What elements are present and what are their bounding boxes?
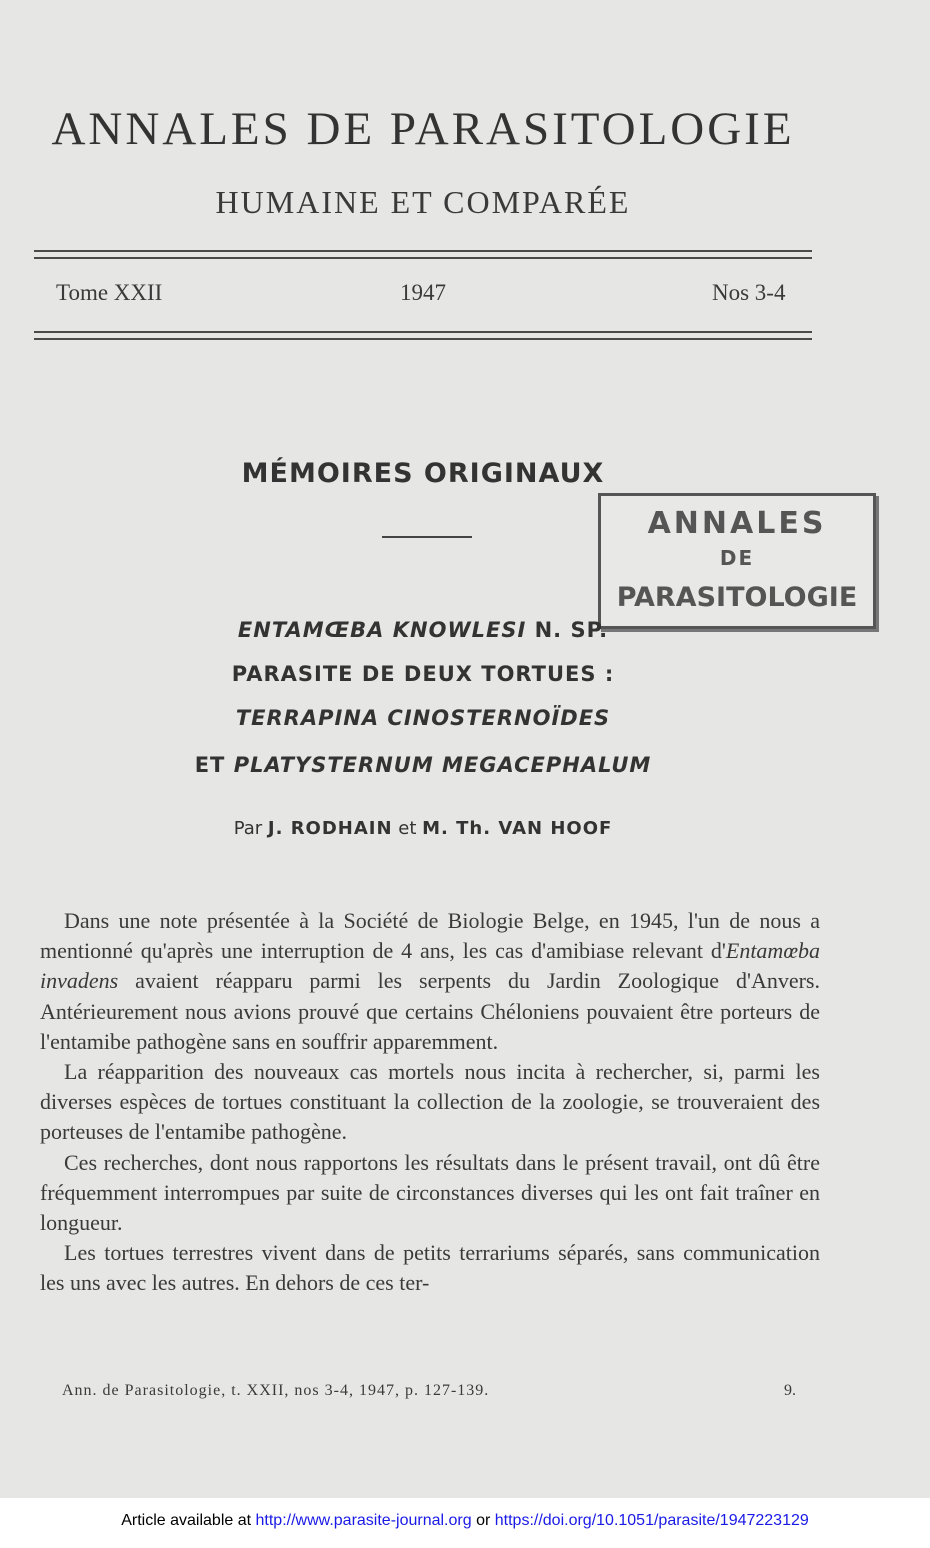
- section-divider: [382, 536, 472, 538]
- author-1: J. RODHAIN: [267, 818, 393, 839]
- stamp-line-2: DE: [719, 546, 755, 570]
- paragraph-4: Les tortues terrestres vivent dans de petits terrariums séparés, sans communication les uns avec les autres. En dehors de ces ter-: [40, 1240, 820, 1296]
- doi-link[interactable]: https://doi.org/10.1051/parasite/1947223129: [494, 1512, 809, 1529]
- paragraph-2: La réapparition des nouveaux cas mortels nous incita à rechercher, si, parmi les diverses espèces de tortues constituant la collection de la zoologie, se trouveraient des porteuses de l'entamibe pathogène.: [40, 1059, 820, 1145]
- author-2: M. Th. VAN HOOF: [422, 818, 613, 839]
- stamp-line-3: PARASITOLOGIE: [616, 582, 858, 613]
- page-number: 9.: [784, 1382, 796, 1399]
- availability-prefix: Article available at: [121, 1512, 256, 1529]
- article-title-line-3: TERRAPINA CINOSTERNOÏDES: [235, 706, 611, 730]
- issue-numbers-label: Nos 3-4: [712, 280, 786, 305]
- header-rule-top: [34, 250, 812, 259]
- article-title-line-4: [0, 753, 846, 777]
- paragraph-3: Ces recherches, dont nous rapportons les résultats dans le présent travail, ont dû être fréquemment interrompues par suite de circonstances diverses qui les ont fait traîner en longueur.: [40, 1149, 820, 1236]
- library-stamp: [598, 493, 876, 629]
- article-title-line-1: [0, 618, 846, 642]
- host-species-name: PLATYSTERNUM MEGACEPHALUM: [233, 753, 652, 777]
- paragraph-1-species: Entamœba invadens: [40, 938, 820, 994]
- footer-citation: Ann. de Parasitologie, t. XXII, nos 3-4, 1947, p. 127-139.: [62, 1382, 490, 1399]
- title-conjunction: ET: [194, 753, 234, 777]
- paragraph-1-part-b: avaient réapparu parmi les serpents du Jardin Zoologique d'Anvers. Antérieurement nous avions prouvé que certains Chéloniens pouvaient être porteurs de l'entamibe pathogène sans en souffrir apparemment.: [40, 968, 820, 1054]
- year-label: 1947: [400, 280, 446, 305]
- availability-notice: [0, 1512, 930, 1530]
- byline-join: et: [392, 818, 423, 839]
- availability-middle: or: [471, 1512, 495, 1529]
- section-heading: MÉMOIRES ORIGINAUX: [241, 458, 605, 489]
- stamp-line-1: ANNALES: [647, 506, 827, 541]
- article-body: [40, 906, 820, 1299]
- species-suffix: N. SP.: [526, 618, 609, 642]
- volume-label: Tome XXII: [56, 280, 163, 305]
- article-title-line-2: PARASITE DE DEUX TORTUES :: [231, 662, 615, 686]
- species-name: ENTAMŒBA KNOWLESI: [237, 618, 527, 642]
- journal-title: ANNALES DE PARASITOLOGIE: [51, 103, 795, 155]
- journal-subtitle: HUMAINE ET COMPARÉE: [215, 184, 631, 220]
- byline-prefix: Par: [233, 818, 268, 839]
- paragraph-1: [40, 906, 820, 1057]
- journal-link[interactable]: http://www.parasite-journal.org: [255, 1512, 472, 1529]
- header-rule-bottom: [34, 331, 812, 340]
- paragraph-1-part-a: Dans une note présentée à la Société de Biologie Belge, en 1945, l'un de nous a mentionné qu'après une interruption de 4 ans, les cas d'amibiase relevant d': [40, 908, 820, 964]
- author-byline: [0, 818, 846, 839]
